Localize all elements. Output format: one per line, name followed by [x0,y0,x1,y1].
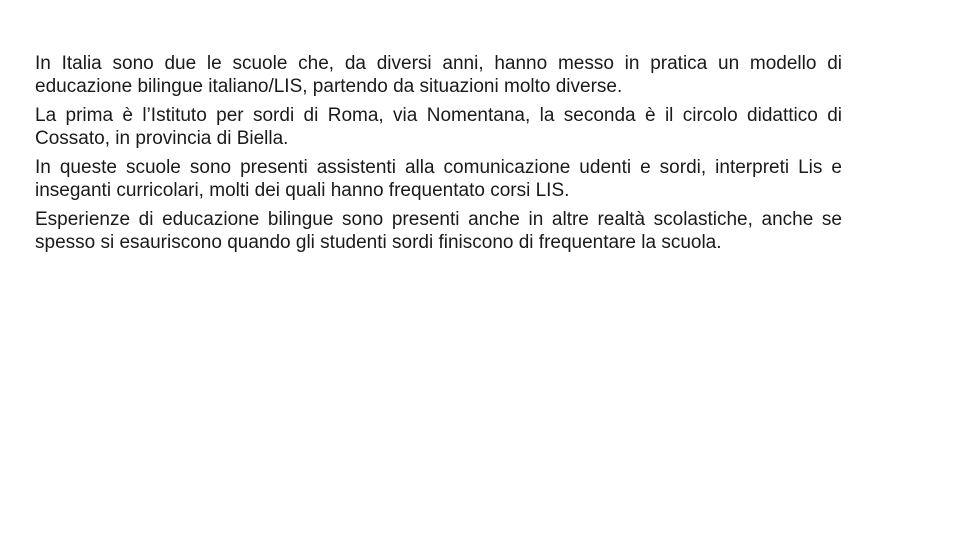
paragraph-schools-intro: In Italia sono due le scuole che, da diversi anni, hanno messo in pratica un modello di educazione bilingue italiano/LIS, partendo da situazioni molto diverse. [35,53,842,97]
paragraph-first-second-school: La prima è l’Istituto per sordi di Roma, via Nomentana, la seconda è il circolo didattico di Cossato, in provincia di Biella. [35,105,842,149]
text-body [35,53,842,261]
paragraph-other-experiences: Esperienze di educazione bilingue sono presenti anche in altre realtà scolastiche, anche se spesso si esauriscono quando gli studenti sordi finiscono di frequentare la scuola. [35,209,842,253]
paragraph-staff: In queste scuole sono presenti assistenti alla comunicazione udenti e sordi, interpreti Lis e inseganti curricolari, molti dei quali hanno frequentato corsi LIS. [35,157,842,201]
